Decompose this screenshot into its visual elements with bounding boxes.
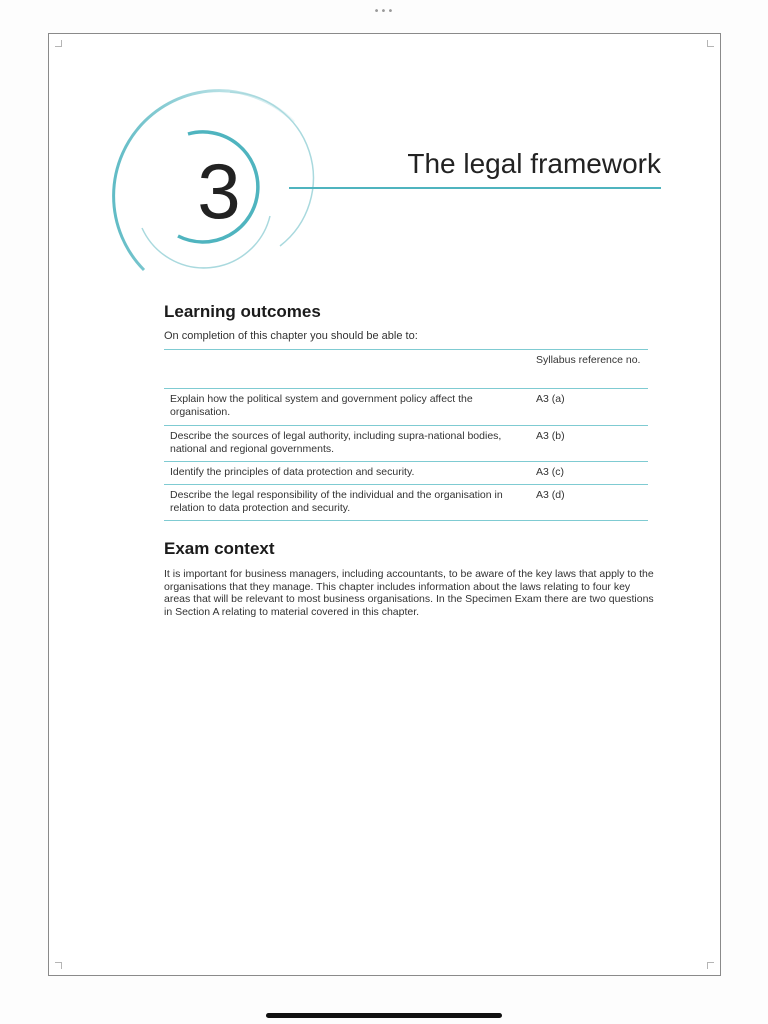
outcome-description: Explain how the political system and government policy affect the organisation. — [170, 393, 473, 418]
learning-outcomes-table — [164, 349, 648, 521]
learning-outcomes-intro: On completion of this chapter you should be able to: — [164, 330, 418, 342]
table-header-description — [164, 350, 532, 388]
outcome-ref: A3 (d) — [536, 489, 565, 501]
document-page — [48, 33, 721, 976]
table-row — [164, 389, 648, 426]
exam-context-text: It is important for business managers, including accountants, to be aware of the key laws that apply to the organisations that they manage. This chapter includes information about the laws relating to four key areas that will be relevant to most business organisations. In the Specimen Exam there are two questions in Section A relating to material covered in this chapter. — [164, 568, 654, 618]
window-menu-dots[interactable]: ••• — [373, 6, 395, 17]
exam-context-heading: Exam context — [164, 539, 275, 558]
table-row — [164, 426, 648, 462]
outcome-ref: A3 (b) — [536, 430, 565, 442]
table-row — [164, 462, 648, 485]
outcome-ref: A3 (c) — [536, 466, 565, 478]
table-row — [164, 485, 648, 521]
chapter-number: 3 — [197, 147, 241, 235]
home-indicator-bar[interactable] — [266, 1013, 502, 1018]
learning-outcomes-heading: Learning outcomes — [164, 302, 321, 321]
crop-mark — [55, 962, 62, 969]
title-underline — [289, 187, 661, 189]
crop-mark — [707, 962, 714, 969]
crop-mark — [707, 40, 714, 47]
crop-mark — [55, 40, 62, 47]
table-header-row — [164, 350, 648, 389]
outcome-description: Describe the legal responsibility of the individual and the organisation in relation to data protection and security. — [170, 489, 503, 514]
outcome-ref: A3 (a) — [536, 393, 565, 405]
outcome-description: Identify the principles of data protection and security. — [170, 466, 415, 478]
outcome-description: Describe the sources of legal authority, including supra-national bodies, national and regional governments. — [170, 430, 502, 455]
table-header-syllabus-ref: Syllabus reference no. — [536, 354, 641, 366]
chapter-title: The legal framework — [407, 148, 661, 179]
